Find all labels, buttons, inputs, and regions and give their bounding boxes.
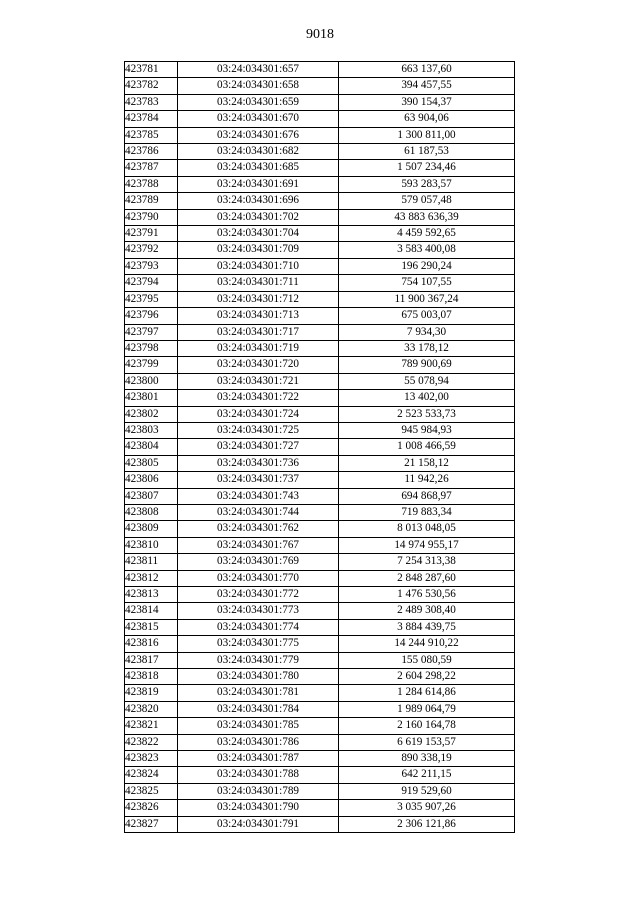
cadastral-value-cell: 890 338,19 <box>339 751 515 767</box>
cadastral-value-cell: 14 974 955,17 <box>339 537 515 553</box>
table-row <box>125 242 515 258</box>
cadastral-value-cell: 3 884 439,75 <box>339 619 515 635</box>
cadastral-value-cell: 2 160 164,78 <box>339 718 515 734</box>
cadastral-number-cell: 03:24:034301:710 <box>178 258 339 274</box>
cadastral-value-cell: 33 178,12 <box>339 340 515 356</box>
table-row <box>125 587 515 603</box>
row-number-cell: 423811 <box>125 554 178 570</box>
cadastral-value-cell: 945 984,93 <box>339 422 515 438</box>
cadastral-number-cell: 03:24:034301:775 <box>178 636 339 652</box>
row-number-cell: 423795 <box>125 291 178 307</box>
cadastral-number-cell: 03:24:034301:721 <box>178 373 339 389</box>
cadastral-value-cell: 13 402,00 <box>339 390 515 406</box>
cadastral-number-cell: 03:24:034301:719 <box>178 340 339 356</box>
cadastral-number-cell: 03:24:034301:774 <box>178 619 339 635</box>
table-row <box>125 504 515 520</box>
cadastral-number-cell: 03:24:034301:720 <box>178 357 339 373</box>
table-row <box>125 669 515 685</box>
row-number-cell: 423783 <box>125 94 178 110</box>
cadastral-number-cell: 03:24:034301:722 <box>178 390 339 406</box>
table-row <box>125 258 515 274</box>
row-number-cell: 423826 <box>125 800 178 816</box>
cadastral-number-cell: 03:24:034301:770 <box>178 570 339 586</box>
cadastral-number-cell: 03:24:034301:790 <box>178 800 339 816</box>
row-number-cell: 423787 <box>125 160 178 176</box>
cadastral-value-cell: 2 848 287,60 <box>339 570 515 586</box>
cadastral-value-cell: 2 604 298,22 <box>339 669 515 685</box>
cadastral-value-cell: 2 306 121,86 <box>339 816 515 832</box>
row-number-cell: 423819 <box>125 685 178 701</box>
row-number-cell: 423816 <box>125 636 178 652</box>
table-row <box>125 291 515 307</box>
cadastral-value-table <box>124 61 515 833</box>
cadastral-value-cell: 754 107,55 <box>339 275 515 291</box>
row-number-cell: 423805 <box>125 455 178 471</box>
cadastral-value-cell: 4 459 592,65 <box>339 226 515 242</box>
row-number-cell: 423798 <box>125 340 178 356</box>
cadastral-number-cell: 03:24:034301:791 <box>178 816 339 832</box>
table-body <box>125 62 515 833</box>
cadastral-value-cell: 1 284 614,86 <box>339 685 515 701</box>
table-row <box>125 636 515 652</box>
cadastral-number-cell: 03:24:034301:696 <box>178 193 339 209</box>
row-number-cell: 423814 <box>125 603 178 619</box>
row-number-cell: 423791 <box>125 226 178 242</box>
cadastral-value-cell: 789 900,69 <box>339 357 515 373</box>
cadastral-number-cell: 03:24:034301:773 <box>178 603 339 619</box>
cadastral-number-cell: 03:24:034301:685 <box>178 160 339 176</box>
row-number-cell: 423793 <box>125 258 178 274</box>
row-number-cell: 423799 <box>125 357 178 373</box>
row-number-cell: 423818 <box>125 669 178 685</box>
cadastral-value-cell: 21 158,12 <box>339 455 515 471</box>
cadastral-number-cell: 03:24:034301:657 <box>178 62 339 78</box>
table-row <box>125 521 515 537</box>
cadastral-value-cell: 6 619 153,57 <box>339 734 515 750</box>
cadastral-number-cell: 03:24:034301:670 <box>178 111 339 127</box>
row-number-cell: 423786 <box>125 144 178 160</box>
cadastral-number-cell: 03:24:034301:725 <box>178 422 339 438</box>
cadastral-value-cell: 663 137,60 <box>339 62 515 78</box>
table-row <box>125 603 515 619</box>
row-number-cell: 423794 <box>125 275 178 291</box>
table-row <box>125 718 515 734</box>
cadastral-number-cell: 03:24:034301:787 <box>178 751 339 767</box>
row-number-cell: 423800 <box>125 373 178 389</box>
cadastral-number-cell: 03:24:034301:743 <box>178 488 339 504</box>
row-number-cell: 423807 <box>125 488 178 504</box>
cadastral-number-cell: 03:24:034301:702 <box>178 209 339 225</box>
table-row <box>125 308 515 324</box>
cadastral-value-cell: 55 078,94 <box>339 373 515 389</box>
table-row <box>125 652 515 668</box>
table-row <box>125 734 515 750</box>
cadastral-value-cell: 2 523 533,73 <box>339 406 515 422</box>
cadastral-number-cell: 03:24:034301:785 <box>178 718 339 734</box>
row-number-cell: 423810 <box>125 537 178 553</box>
row-number-cell: 423815 <box>125 619 178 635</box>
cadastral-number-cell: 03:24:034301:659 <box>178 94 339 110</box>
table-row <box>125 472 515 488</box>
cadastral-number-cell: 03:24:034301:781 <box>178 685 339 701</box>
table-row <box>125 488 515 504</box>
row-number-cell: 423790 <box>125 209 178 225</box>
cadastral-value-cell: 7 254 313,38 <box>339 554 515 570</box>
cadastral-value-cell: 7 934,30 <box>339 324 515 340</box>
row-number-cell: 423789 <box>125 193 178 209</box>
cadastral-value-cell: 155 080,59 <box>339 652 515 668</box>
table-row <box>125 619 515 635</box>
cadastral-number-cell: 03:24:034301:682 <box>178 144 339 160</box>
table-row <box>125 340 515 356</box>
cadastral-value-cell: 1 507 234,46 <box>339 160 515 176</box>
cadastral-value-cell: 1 989 064,79 <box>339 701 515 717</box>
cadastral-value-cell: 196 290,24 <box>339 258 515 274</box>
cadastral-value-cell: 394 457,55 <box>339 78 515 94</box>
cadastral-value-cell: 61 187,53 <box>339 144 515 160</box>
cadastral-number-cell: 03:24:034301:691 <box>178 176 339 192</box>
table-row <box>125 406 515 422</box>
cadastral-value-cell: 11 942,26 <box>339 472 515 488</box>
table-row <box>125 160 515 176</box>
table-row <box>125 62 515 78</box>
row-number-cell: 423802 <box>125 406 178 422</box>
table-row <box>125 751 515 767</box>
table-row <box>125 111 515 127</box>
table-row <box>125 767 515 783</box>
row-number-cell: 423788 <box>125 176 178 192</box>
cadastral-value-cell: 3 035 907,26 <box>339 800 515 816</box>
row-number-cell: 423808 <box>125 504 178 520</box>
cadastral-value-cell: 390 154,37 <box>339 94 515 110</box>
table-row <box>125 455 515 471</box>
table-row <box>125 357 515 373</box>
row-number-cell: 423782 <box>125 78 178 94</box>
cadastral-value-cell: 919 529,60 <box>339 783 515 799</box>
table-row <box>125 226 515 242</box>
row-number-cell: 423781 <box>125 62 178 78</box>
cadastral-value-cell: 1 476 530,56 <box>339 587 515 603</box>
row-number-cell: 423784 <box>125 111 178 127</box>
row-number-cell: 423801 <box>125 390 178 406</box>
cadastral-number-cell: 03:24:034301:658 <box>178 78 339 94</box>
cadastral-value-cell: 2 489 308,40 <box>339 603 515 619</box>
row-number-cell: 423822 <box>125 734 178 750</box>
table-row <box>125 94 515 110</box>
cadastral-value-cell: 719 883,34 <box>339 504 515 520</box>
cadastral-number-cell: 03:24:034301:769 <box>178 554 339 570</box>
row-number-cell: 423823 <box>125 751 178 767</box>
cadastral-number-cell: 03:24:034301:789 <box>178 783 339 799</box>
cadastral-value-cell: 642 211,15 <box>339 767 515 783</box>
row-number-cell: 423792 <box>125 242 178 258</box>
row-number-cell: 423797 <box>125 324 178 340</box>
cadastral-number-cell: 03:24:034301:712 <box>178 291 339 307</box>
table-row <box>125 439 515 455</box>
row-number-cell: 423824 <box>125 767 178 783</box>
cadastral-number-cell: 03:24:034301:727 <box>178 439 339 455</box>
cadastral-number-cell: 03:24:034301:784 <box>178 701 339 717</box>
cadastral-number-cell: 03:24:034301:724 <box>178 406 339 422</box>
cadastral-number-cell: 03:24:034301:779 <box>178 652 339 668</box>
row-number-cell: 423804 <box>125 439 178 455</box>
cadastral-number-cell: 03:24:034301:711 <box>178 275 339 291</box>
row-number-cell: 423817 <box>125 652 178 668</box>
cadastral-value-cell: 579 057,48 <box>339 193 515 209</box>
cadastral-number-cell: 03:24:034301:709 <box>178 242 339 258</box>
cadastral-value-cell: 11 900 367,24 <box>339 291 515 307</box>
table-row <box>125 701 515 717</box>
cadastral-value-cell: 3 583 400,08 <box>339 242 515 258</box>
table-row <box>125 390 515 406</box>
cadastral-number-cell: 03:24:034301:676 <box>178 127 339 143</box>
cadastral-value-cell: 43 883 636,39 <box>339 209 515 225</box>
cadastral-value-cell: 63 904,06 <box>339 111 515 127</box>
row-number-cell: 423796 <box>125 308 178 324</box>
table-row <box>125 554 515 570</box>
table-row <box>125 422 515 438</box>
cadastral-value-cell: 675 003,07 <box>339 308 515 324</box>
row-number-cell: 423785 <box>125 127 178 143</box>
cadastral-number-cell: 03:24:034301:780 <box>178 669 339 685</box>
cadastral-value-cell: 14 244 910,22 <box>339 636 515 652</box>
table-row <box>125 816 515 832</box>
cadastral-number-cell: 03:24:034301:744 <box>178 504 339 520</box>
table-row <box>125 685 515 701</box>
cadastral-value-cell: 1 300 811,00 <box>339 127 515 143</box>
row-number-cell: 423813 <box>125 587 178 603</box>
table-row <box>125 176 515 192</box>
table-row <box>125 800 515 816</box>
cadastral-number-cell: 03:24:034301:736 <box>178 455 339 471</box>
cadastral-value-cell: 593 283,57 <box>339 176 515 192</box>
table-row <box>125 78 515 94</box>
cadastral-value-cell: 1 008 466,59 <box>339 439 515 455</box>
cadastral-value-cell: 8 013 048,05 <box>339 521 515 537</box>
table-row <box>125 209 515 225</box>
table-row <box>125 570 515 586</box>
table-row <box>125 144 515 160</box>
table-row <box>125 373 515 389</box>
table-row <box>125 783 515 799</box>
cadastral-number-cell: 03:24:034301:772 <box>178 587 339 603</box>
row-number-cell: 423803 <box>125 422 178 438</box>
row-number-cell: 423827 <box>125 816 178 832</box>
table-row <box>125 537 515 553</box>
cadastral-value-cell: 694 868,97 <box>339 488 515 504</box>
page-number: 9018 <box>306 27 334 42</box>
row-number-cell: 423821 <box>125 718 178 734</box>
cadastral-number-cell: 03:24:034301:717 <box>178 324 339 340</box>
cadastral-number-cell: 03:24:034301:767 <box>178 537 339 553</box>
table-row <box>125 193 515 209</box>
row-number-cell: 423806 <box>125 472 178 488</box>
table-row <box>125 275 515 291</box>
table-row <box>125 127 515 143</box>
cadastral-number-cell: 03:24:034301:786 <box>178 734 339 750</box>
cadastral-number-cell: 03:24:034301:788 <box>178 767 339 783</box>
row-number-cell: 423809 <box>125 521 178 537</box>
cadastral-number-cell: 03:24:034301:762 <box>178 521 339 537</box>
table-row <box>125 324 515 340</box>
row-number-cell: 423825 <box>125 783 178 799</box>
row-number-cell: 423820 <box>125 701 178 717</box>
cadastral-number-cell: 03:24:034301:713 <box>178 308 339 324</box>
cadastral-number-cell: 03:24:034301:737 <box>178 472 339 488</box>
cadastral-number-cell: 03:24:034301:704 <box>178 226 339 242</box>
row-number-cell: 423812 <box>125 570 178 586</box>
